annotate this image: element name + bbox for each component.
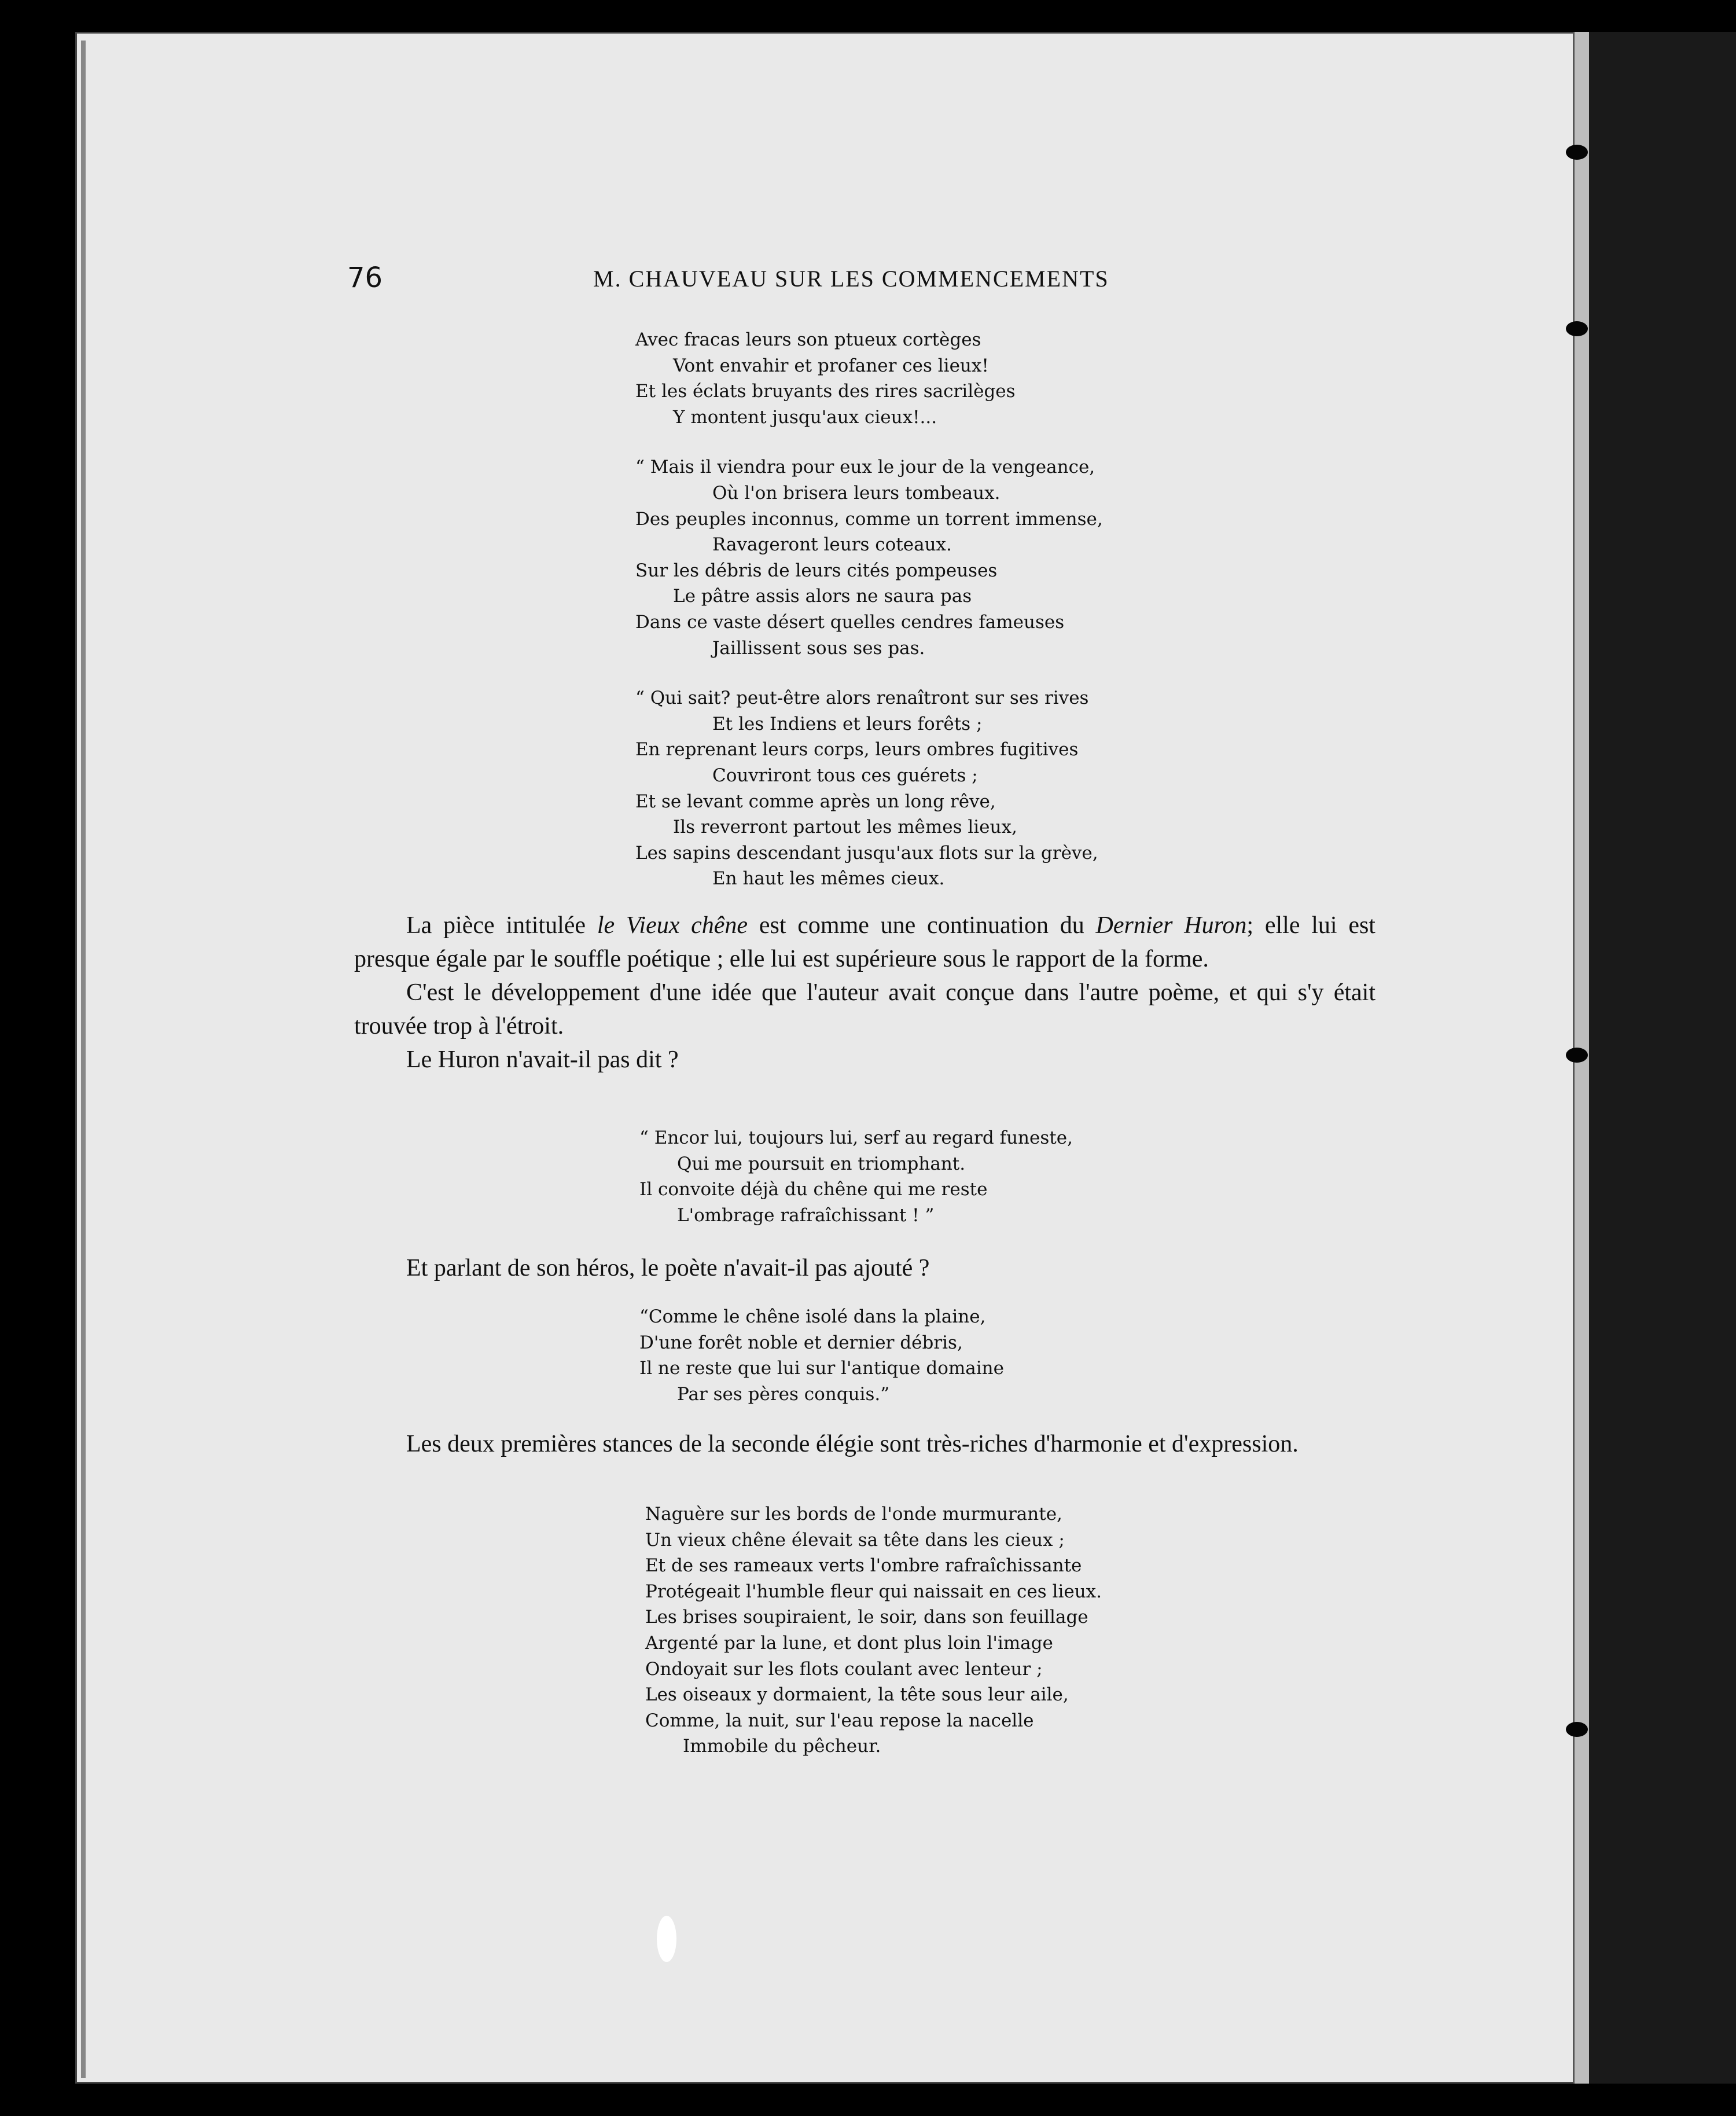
verse-line: “ Mais il viendra pour eux le jour de la vengeance, xyxy=(635,457,1095,478)
verse-line: Et de ses rameaux verts l'ombre rafraîchissante xyxy=(645,1555,1082,1577)
verse-line: Vont envahir et profaner ces lieux! xyxy=(673,355,989,376)
verse-line: Sur les débris de leurs cités pompeuses xyxy=(635,560,998,581)
verse-line: “Comme le chêne isolé dans la plaine, xyxy=(639,1306,986,1327)
page-number: 76 xyxy=(347,262,383,294)
verse-line: Ils reverront partout les mêmes lieux, xyxy=(673,817,1017,838)
verse-line: Où l'on brisera leurs tombeaux. xyxy=(712,482,1001,504)
paragraph: Et parlant de son héros, le poète n'avait-il pas ajouté ? xyxy=(406,1255,930,1281)
text-run: La pièce intitulée xyxy=(406,912,597,939)
verse-line: Et les éclats bruyants des rires sacrilèges xyxy=(635,381,1016,402)
verse-line: En reprenant leurs corps, leurs ombres fugitives xyxy=(635,739,1079,761)
verse-line: Et les Indiens et leurs forêts ; xyxy=(712,713,983,734)
binding-thread xyxy=(1566,321,1588,336)
running-title: M. CHAUVEAU SUR LES COMMENCEMENTS xyxy=(593,266,1109,292)
paragraph: Les deux premières stances de la seconde élégie sont très-riches d'harmonie et d'expression. xyxy=(406,1431,1299,1457)
paragraph: C'est le développement d'une idée que l'auteur avait conçue dans l'autre poème, et qui s'y était trouvée trop à l'étroit. xyxy=(354,979,1375,1039)
prose-block xyxy=(406,1251,1378,1285)
adjacent-page-dark xyxy=(1589,32,1736,2084)
text-run: est comme une continuation du xyxy=(748,912,1096,939)
verse-line: L'ombrage rafraîchissant ! ” xyxy=(677,1204,935,1226)
verse-line: Immobile du pêcheur. xyxy=(683,1736,881,1757)
verse-line: Naguère sur les bords de l'onde murmurante, xyxy=(645,1504,1062,1524)
verse-line: Il ne reste que lui sur l'antique domaine xyxy=(639,1358,1004,1379)
running-head xyxy=(0,262,1736,296)
verse-line: Il convoite déjà du chêne qui me reste xyxy=(639,1179,988,1200)
title-italic: Dernier Huron xyxy=(1095,912,1247,939)
prose-block xyxy=(354,909,1375,1077)
paper-blemish xyxy=(657,1916,676,1962)
verse-line: Un vieux chêne élevait sa tête dans les cieux ; xyxy=(645,1529,1065,1551)
verse-line: Dans ce vaste désert quelles cendres fameuses xyxy=(635,611,1065,633)
verse-line: Par ses pères conquis.” xyxy=(677,1383,890,1405)
verse-line: Le pâtre assis alors ne saura pas xyxy=(673,586,972,607)
verse-line: Avec fracas leurs son ptueux cortèges xyxy=(635,329,981,350)
verse-line: Les sapins descendant jusqu'aux flots sur la grève, xyxy=(635,842,1098,864)
title-italic: le Vieux chêne xyxy=(597,912,748,939)
binding-thread xyxy=(1566,1722,1588,1737)
stanza xyxy=(635,327,1103,430)
quoted-verse xyxy=(639,1125,1073,1228)
verse-line: “ Qui sait? peut-être alors renaîtront sur ses rives xyxy=(635,688,1089,709)
prose-block xyxy=(354,1427,1375,1461)
verse-line: Protégeait l'humble fleur qui naissait en ces lieux. xyxy=(645,1581,1102,1602)
verse-line: “ Encor lui, toujours lui, serf au regard funeste, xyxy=(639,1127,1073,1148)
verse-line: Les brises soupiraient, le soir, dans son feuillage xyxy=(645,1607,1088,1628)
binding-thread xyxy=(1566,145,1588,160)
verse-line: D'une forêt noble et dernier débris, xyxy=(639,1332,963,1353)
verse-line: Qui me poursuit en triomphant. xyxy=(677,1153,966,1174)
verse-line: Ravageront leurs coteaux. xyxy=(712,534,952,556)
verse-line: Couvriront tous ces guérets ; xyxy=(712,765,978,786)
stanza xyxy=(635,685,1103,892)
poem-excerpt-vieux-chene xyxy=(645,1501,1102,1759)
verse-line: Des peuples inconnus, comme un torrent immense, xyxy=(635,508,1103,530)
verse-line: Les oiseaux y dormaient, la tête sous leur aile, xyxy=(645,1684,1069,1706)
paragraph: Le Huron n'avait-il pas dit ? xyxy=(406,1046,679,1073)
stanza xyxy=(635,454,1103,661)
page-edge xyxy=(81,41,86,2078)
verse-line: Jaillissent sous ses pas. xyxy=(712,637,925,659)
verse-line: Et se levant comme après un long rêve, xyxy=(635,791,996,812)
verse-line: Argenté par la lune, et dont plus loin l'image xyxy=(645,1632,1053,1654)
poem-excerpt-dernier-huron xyxy=(635,327,1103,916)
verse-line: Ondoyait sur les flots coulant avec lenteur ; xyxy=(645,1658,1043,1680)
quoted-verse xyxy=(639,1304,1004,1407)
paragraph xyxy=(354,909,1375,976)
verse-line: Y montent jusqu'aux cieux!... xyxy=(673,406,937,428)
verse-line: En haut les mêmes cieux. xyxy=(712,868,945,890)
binding-thread xyxy=(1566,1048,1588,1063)
text-run: ; elle lui est presque égale par le souffle poétique ; elle lui est supérieure sous le rapport de la forme. xyxy=(354,912,1375,972)
verse-line: Comme, la nuit, sur l'eau repose la nacelle xyxy=(645,1710,1034,1731)
